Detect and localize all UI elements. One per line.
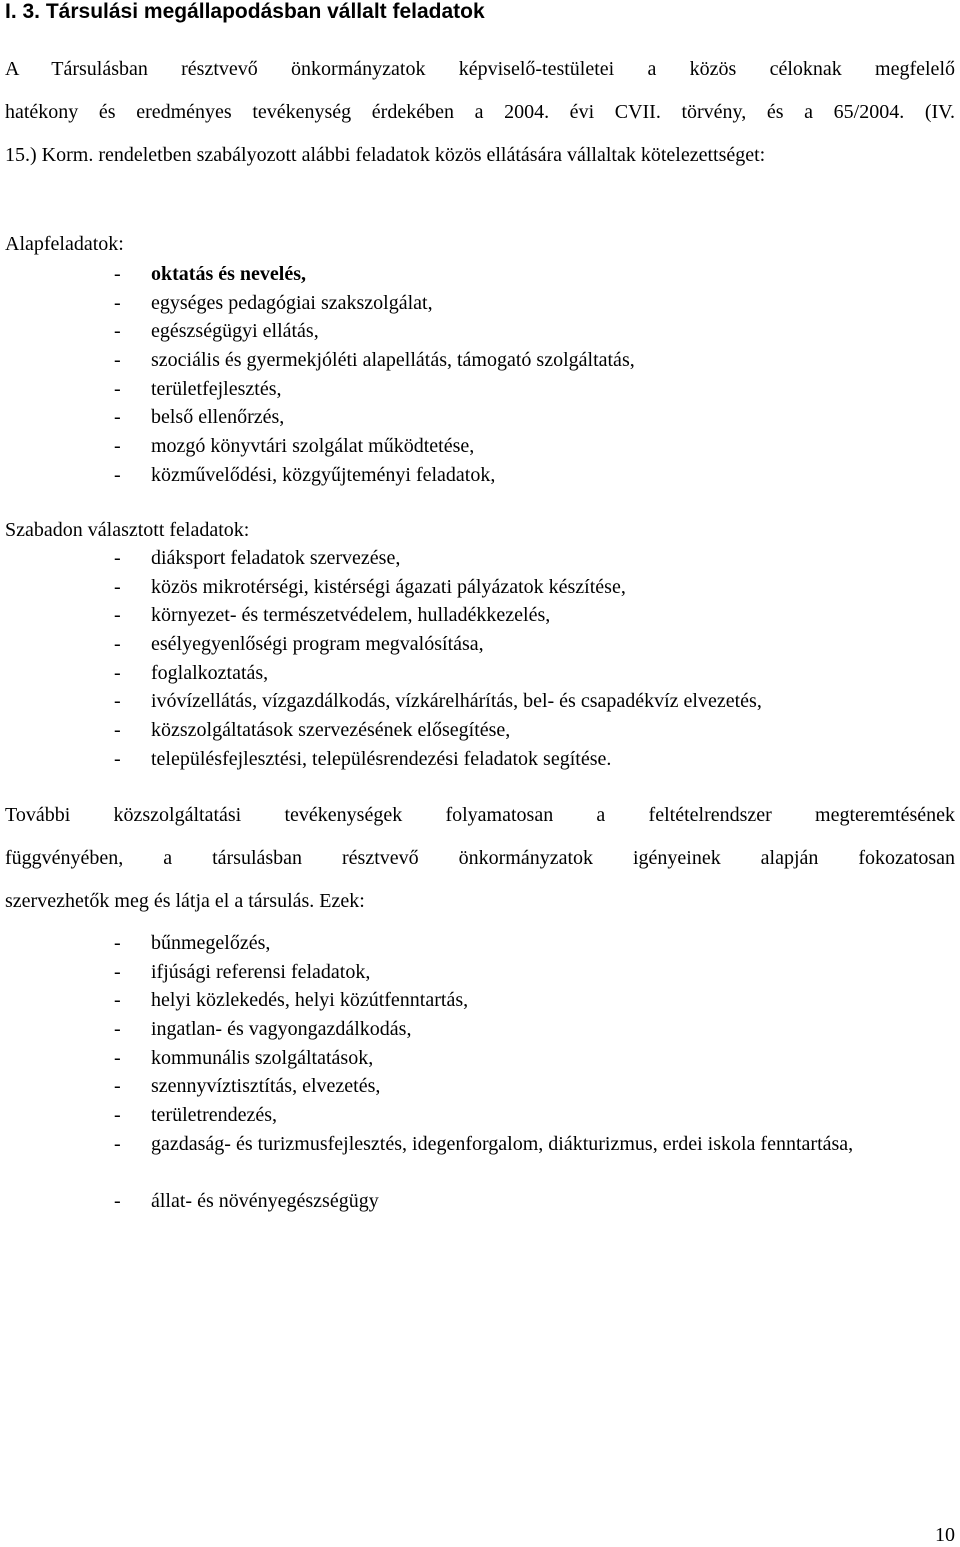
list-item [0,716,960,745]
list-item [0,403,960,432]
list-item [0,346,960,375]
list-dash: - [114,989,121,1012]
list-item-text: ingatlan- és vagyongazdálkodás, [151,1018,412,1041]
basic-tasks-list [0,260,960,490]
optional-tasks-list [0,544,960,774]
list-item [0,1015,960,1044]
list-item-text: állat- és növényegészségügy [151,1190,379,1213]
list-dash: - [114,575,121,598]
list-dash: - [114,1075,121,1098]
list-item [0,929,960,958]
list-dash: - [114,435,121,458]
list-item-text: helyi közlekedés, helyi közútfenntartás, [151,989,469,1012]
list-item-text: mozgó könyvtári szolgálat működtetése, [151,435,475,458]
basic-tasks-title: Alapfeladatok: [5,233,124,255]
list-item [0,1044,960,1073]
list-dash: - [114,377,121,400]
list-dash: - [114,1132,121,1155]
list-item-text: területrendezés, [151,1104,278,1127]
list-item-text: oktatás és nevelés, [151,263,306,285]
list-dash: - [114,719,121,742]
list-item-text: szociális és gyermekjóléti alapellátás, támogató szolgáltatás, [151,349,635,372]
list-dash: - [114,263,121,285]
list-item [0,986,960,1015]
list-item-text: közszolgáltatások szervezésének elősegítése, [151,719,511,742]
list-item-text: környezet- és természetvédelem, hulladékkezelés, [151,604,551,627]
further-services-list [0,929,960,1216]
list-item [0,573,960,602]
list-dash: - [114,960,121,983]
intro-paragraph [5,59,955,165]
further-services-paragraph [5,803,955,932]
list-item [0,375,960,404]
list-dash: - [114,1018,121,1041]
list-dash: - [114,406,121,429]
paragraph-line: szervezhetők meg és látja el a társulás. Ezek: [5,890,365,912]
list-dash: - [114,690,121,713]
list-dash: - [114,463,121,486]
list-item [0,289,960,318]
list-item [0,630,960,659]
list-item [0,601,960,630]
list-dash: - [114,349,121,372]
list-item [0,544,960,573]
list-item [0,1187,960,1216]
list-item [0,260,960,289]
list-item [0,687,960,716]
list-dash: - [114,633,121,656]
list-item [0,432,960,461]
list-item-text: esélyegyenlőségi program megvalósítása, [151,633,484,656]
list-item-text: diáksport feladatok szervezése, [151,547,401,569]
list-item [0,1101,960,1130]
intro-line: 15.) Korm. rendeletben szabályozott alábbi feladatok közös ellátására vállaltak kötelezettséget: [5,144,766,166]
list-item-text: településfejlesztési, településrendezési feladatok segítése. [151,747,612,770]
list-item-text: bűnmegelőzés, [151,932,271,954]
list-item [0,1072,960,1101]
list-item-text: közös mikrotérségi, kistérségi ágazati pályázatok készítése, [151,575,626,598]
list-item-text: közművelődési, közgyűjteményi feladatok, [151,463,496,486]
optional-tasks-title: Szabadon választott feladatok: [5,519,250,541]
list-item-text: gazdaság- és turizmusfejlesztés, idegenforgalom, diákturizmus, erdei iskola fenntartása, [151,1132,854,1155]
list-item-text: egészségügyi ellátás, [151,320,319,343]
list-item-text: kommunális szolgáltatások, [151,1046,374,1069]
list-item-text: ifjúsági referensi feladatok, [151,960,371,983]
list-dash: - [114,320,121,343]
list-dash: - [114,1190,121,1213]
list-item-text: területfejlesztés, [151,377,282,400]
list-dash: - [114,1104,121,1127]
list-item [0,317,960,346]
list-item-text: egységes pedagógiai szakszolgálat, [151,291,433,314]
list-item [0,958,960,987]
list-item-text: foglalkoztatás, [151,661,269,684]
page-number: 10 [935,1524,955,1546]
section-heading: I. 3. Társulási megállapodásban vállalt feladatok [5,0,485,23]
list-item [0,1130,960,1187]
list-item-text: szennyvíztisztítás, elvezetés, [151,1075,381,1098]
paragraph-line: További közszolgáltatási tevékenységek folyamatosan a feltételrendszer megteremtésének [5,804,955,826]
list-dash: - [114,932,121,954]
list-item [0,659,960,688]
list-dash: - [114,1046,121,1069]
paragraph-line: függvényében, a társulásban résztvevő önkormányzatok igényeinek alapján fokozatosan [5,847,955,869]
list-dash: - [114,291,121,314]
list-item-text: ivóvízellátás, vízgazdálkodás, vízkárelhárítás, bel- és csapadékvíz elvezetés, [151,690,762,713]
list-dash: - [114,604,121,627]
intro-line: hatékony és eredményes tevékenység érdekében a 2004. évi CVII. törvény, és a 65/2004. (IV. [5,101,955,123]
list-dash: - [114,661,121,684]
intro-line: A Társulásban résztvevő önkormányzatok képviselő-testületei a közös céloknak megfelelő [5,58,955,80]
list-item [0,461,960,490]
list-item [0,745,960,774]
list-dash: - [114,547,121,569]
list-dash: - [114,747,121,770]
list-item-text: belső ellenőrzés, [151,406,285,429]
